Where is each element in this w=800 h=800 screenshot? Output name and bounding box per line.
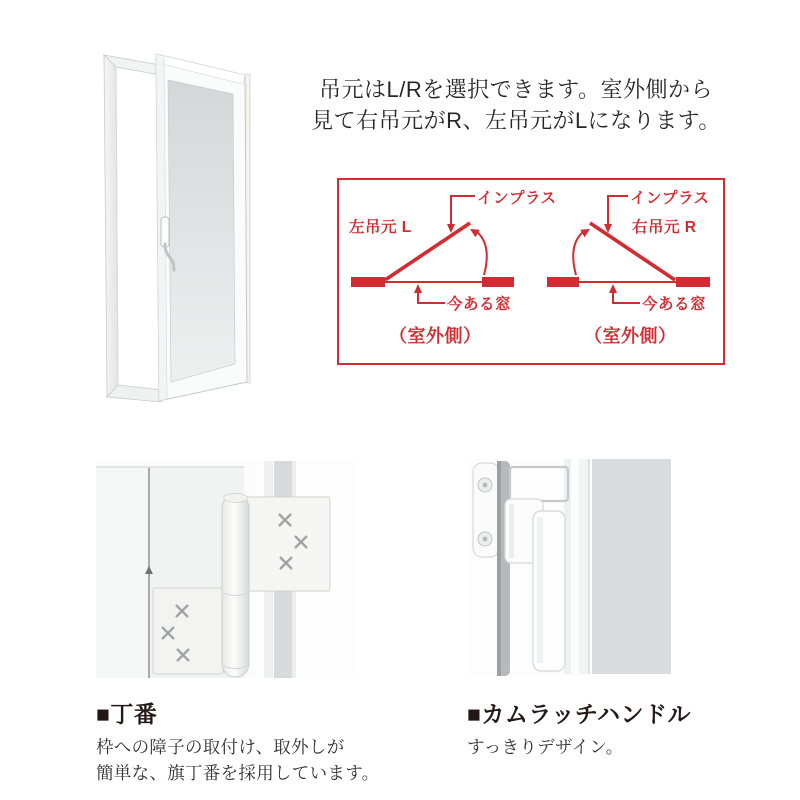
intro-line-1: 吊元はL/Rを選択できます。室外側から (319, 77, 713, 102)
right-hinge-diagram (547, 189, 710, 346)
cam-latch-handle-photo (467, 459, 671, 677)
handle-feature-description: すっきりデザイン。 (467, 737, 624, 757)
hinge-feature-description (96, 734, 416, 786)
arrow-up-icon (414, 284, 422, 293)
hinge-selection-diagram (337, 178, 725, 365)
left-outdoor-side-label: （室外側） (389, 326, 482, 346)
open-window-illustration-svg (60, 30, 310, 430)
hinge-selection-diagram-svg (339, 180, 723, 363)
right-hinge-label: 右吊元 R (632, 219, 697, 236)
right-product-label: インプラス (630, 190, 710, 207)
handle-feature-heading: ■カムラッチハンドル (467, 701, 692, 727)
hinge-feature-heading: ■丁番 (96, 701, 158, 727)
hinge-photo (96, 461, 355, 678)
arrow-down-icon (447, 224, 455, 233)
left-product-label: インプラス (477, 190, 557, 207)
cam-latch-handle-photo-svg (467, 459, 671, 677)
hinge-desc-line-2: 簡単な、旗丁番を採用しています。 (96, 763, 380, 783)
intro-text (278, 74, 754, 136)
hinge-desc-line-1: 枠への障子の取付け、取外しが (96, 737, 345, 757)
left-hinge-label: 左吊元 L (349, 219, 412, 236)
intro-line-2: 見て右吊元がR、左吊元がLになります。 (311, 108, 721, 133)
left-existing-window-label: 今ある窓 (447, 296, 512, 313)
hinge-photo-svg (96, 461, 355, 678)
arrow-up-icon (609, 284, 617, 293)
open-window-illustration (60, 30, 310, 430)
right-existing-window-label: 今ある窓 (642, 296, 707, 313)
right-outdoor-side-label: （室外側） (584, 326, 677, 346)
left-hinge-diagram (349, 189, 557, 346)
